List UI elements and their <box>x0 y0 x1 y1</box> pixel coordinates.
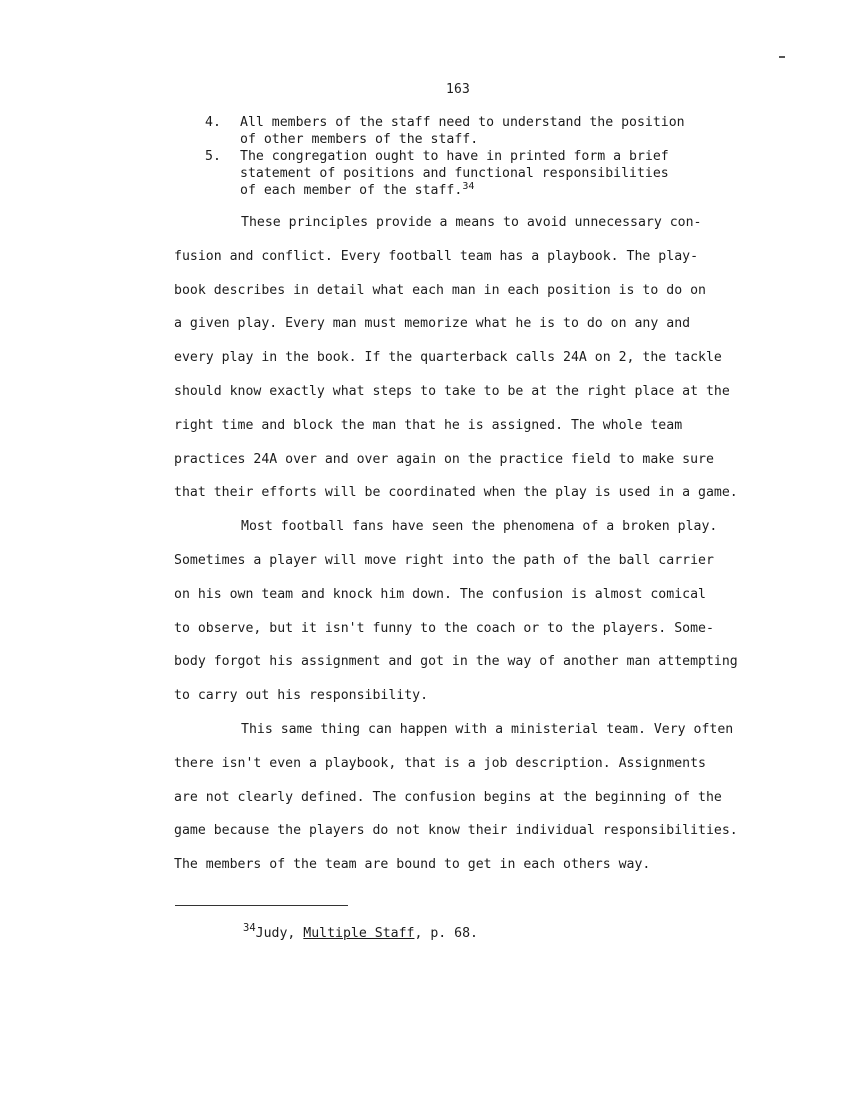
paragraph-line: to carry out his responsibility. <box>174 688 429 704</box>
numbered-list <box>205 114 765 199</box>
paragraph-line: Most football fans have seen the phenomena of a broken play. <box>241 519 718 535</box>
scan-mark <box>779 56 785 58</box>
footnote-reference: 34 <box>462 181 475 192</box>
paragraph-line: This same thing can happen with a ministerial team. Very often <box>241 721 734 737</box>
paragraph-line: book describes in detail what each man in each position is to do on <box>174 282 706 298</box>
list-item <box>205 114 765 148</box>
paragraph-line: Sometimes a player will move right into the path of the ball carrier <box>174 552 714 568</box>
paragraph-line: right time and block the man that he is assigned. The whole team <box>174 417 683 433</box>
paragraph-line: The members of the team are bound to get in each others way. <box>174 857 651 873</box>
paragraph-line: a given play. Every man must memorize what he is to do on any and <box>174 316 691 332</box>
paragraph-line: game because the players do not know their individual responsibilities. <box>174 823 738 839</box>
paragraph-line: practices 24A over and over again on the practice field to make sure <box>174 451 714 467</box>
paragraph-line: body forgot his assignment and got in the way of another man attempting <box>174 654 738 670</box>
body-text <box>174 206 794 882</box>
paragraph-line: These principles provide a means to avoid unnecessary con- <box>241 215 702 230</box>
footnote-author: Judy, <box>255 926 304 941</box>
footnote-divider <box>175 905 348 906</box>
list-item-text: All members of the staff need to understand the position of other members of the staff. <box>240 115 685 147</box>
paragraph-line: on his own team and knock him down. The confusion is almost comical <box>174 586 706 602</box>
paragraph-line: that their efforts will be coordinated when the play is used in a game. <box>174 485 738 501</box>
footnote-citation: , p. 68. <box>414 926 478 941</box>
page-number: 163 <box>446 82 471 97</box>
paragraph-line: to observe, but it isn't funny to the coach or to the players. Some- <box>174 620 714 636</box>
list-item-number: 5. <box>205 149 221 164</box>
paragraph-line: fusion and conflict. Every football team has a playbook. The play- <box>174 248 699 264</box>
paragraph-line: should know exactly what steps to take to be at the right place at the <box>174 383 730 399</box>
paragraph-line: there isn't even a playbook, that is a job description. Assignments <box>174 755 706 771</box>
footnote-marker: 34 <box>243 922 256 934</box>
footnote-title: Multiple Staff <box>303 926 415 941</box>
paragraph-line: are not clearly defined. The confusion begins at the beginning of the <box>174 789 722 805</box>
list-item-number: 4. <box>205 115 221 130</box>
paragraph-line: every play in the book. If the quarterback calls 24A on 2, the tackle <box>174 350 722 366</box>
list-item <box>205 148 765 199</box>
footnote <box>243 922 478 943</box>
list-item-text <box>240 148 765 199</box>
list-item-text-content: The congregation ought to have in printed form a brief statement of positions and functional responsibilities of each member of the staff. <box>240 149 669 198</box>
